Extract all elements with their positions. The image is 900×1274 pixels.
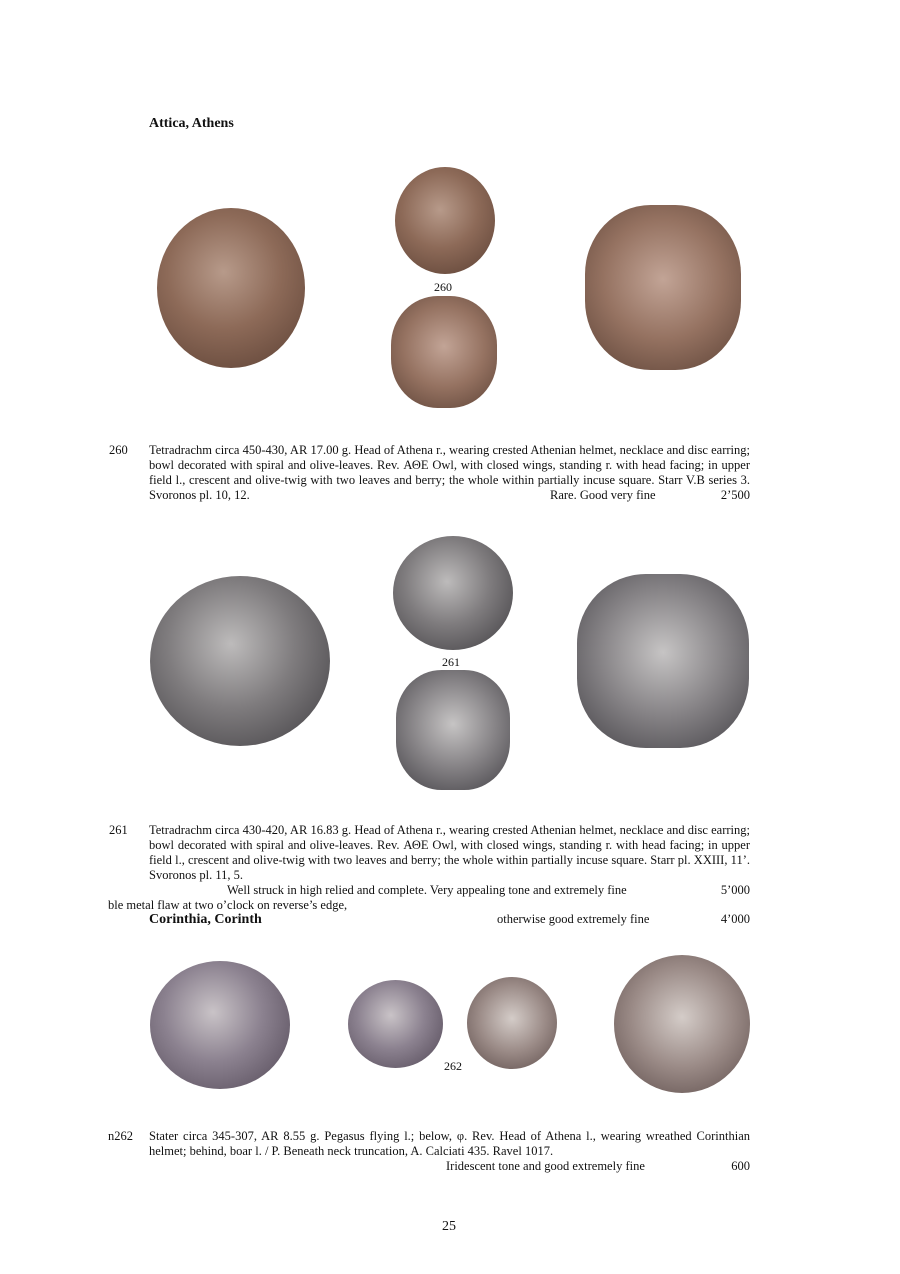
coin-image-label-262: 262 (444, 1059, 462, 1073)
coin-image-label-260: 260 (434, 280, 452, 294)
lot-condition-261: Well struck in high relied and complete. Very appealing tone and extremely fine (227, 883, 627, 897)
lot-description-260: Tetradrachm circa 450-430, AR 17.00 g. Head of Athena r., wearing crested Athenian helmet, necklace and disc earring; bowl decorated with spiral and olive-leaves. Rev. ΑΘΕ Owl, with closed wings, standing r. with head facing; in upper field l., crescent and olive-twig with two leaves and berry; the whole within partially incuse square. Starr V.B series 3. Svoronos pl. 10, 12. (149, 443, 750, 502)
lot-number-262: n262 (108, 1129, 133, 1143)
lot-description-262: Stater circa 345-307, AR 8.55 g. Pegasus flying l.; below, φ. Rev. Head of Athena l., wearing wreathed Corinthian helmet; behind, boar l. / P. Beneath neck truncation, A. Calciati 435. Ravel 1017. (149, 1129, 750, 1158)
lot-estimate-260: 2’500 (720, 488, 750, 502)
coin-image-label-261: 261 (442, 655, 460, 669)
lot-estimate-261: 5’000 (720, 883, 750, 897)
coin-obverse-small-261 (393, 536, 513, 650)
page-number: 25 (442, 1219, 456, 1234)
coin-reverse-small-261 (396, 670, 510, 790)
section-title-attica: Attica, Athens (149, 116, 234, 131)
coin-obverse-large-262 (150, 961, 290, 1089)
coin-reverse-large-261 (577, 574, 749, 748)
coin-reverse-small-262 (467, 977, 557, 1069)
coin-obverse-large-260 (157, 208, 305, 368)
coin-obverse-small-260 (395, 167, 495, 274)
lot-number-261: 261 (109, 823, 128, 837)
lot-description-261: Tetradrachm circa 430-420, AR 16.83 g. Head of Athena r., wearing crested Athenian helmet, necklace and disc earring; bowl decorated with spiral and olive-leaves. Rev. ΑΘΕ Owl, with closed wings, standing r. with head facing; in upper field l., crescent and olive-twig with two leaves and berry; the whole within partially incuse square. Starr pl. XXIII, 11’. Svoronos pl. 11, 5. (149, 823, 750, 882)
lot-estimate-secondary: 4’000 (720, 912, 750, 926)
lot-condition-260: Rare. Good very fine (550, 488, 656, 502)
coin-obverse-large-261 (150, 576, 330, 746)
coin-obverse-small-262 (348, 980, 443, 1068)
section-title-corinthia: Corinthia, Corinth (149, 912, 262, 927)
lot-number-260: 260 (109, 443, 128, 457)
lot-condition-secondary: otherwise good extremely fine (497, 912, 650, 926)
coin-reverse-small-260 (391, 296, 497, 408)
coin-reverse-large-262 (614, 955, 750, 1093)
lot-condition-262: Iridescent tone and good extremely fine (446, 1159, 645, 1173)
lot-estimate-262: 600 (731, 1159, 750, 1173)
lot-overflow-note-261: ble metal flaw at two o’clock on reverse’s edge, (108, 898, 348, 912)
coin-reverse-large-260 (585, 205, 741, 370)
